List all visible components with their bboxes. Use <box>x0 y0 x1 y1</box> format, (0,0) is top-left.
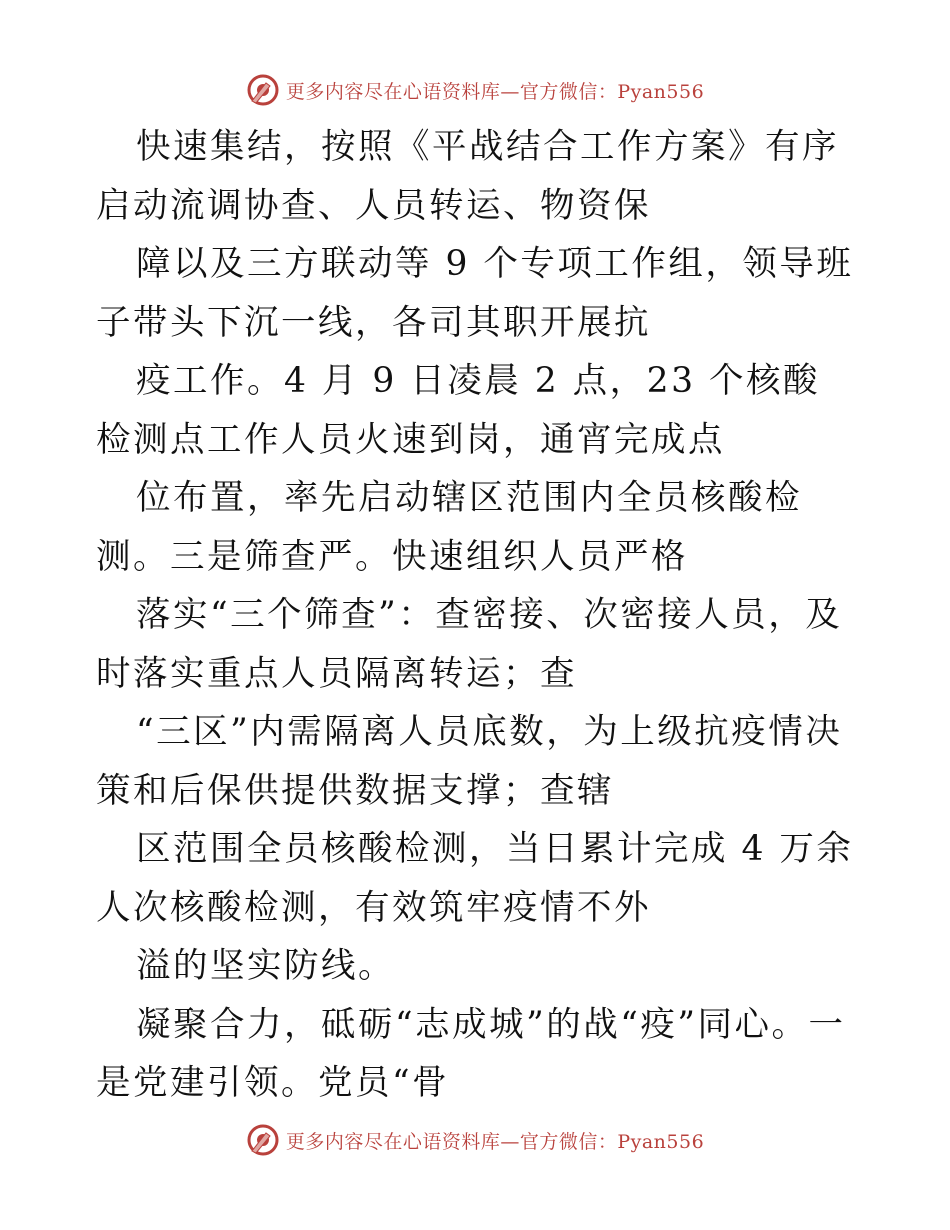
paragraph: 障以及三方联动等 9 个专项工作组，领导班子带头下沉一线，各司其职开展抗 <box>96 244 854 343</box>
paragraph: “三区”内需隔离人员底数，为上级抗疫情决策和后保供提供数据支撑；查辖 <box>96 712 843 811</box>
paragraph: 快速集结，按照《平战结合工作方案》有序启动流调协查、人员转运、物资保 <box>96 127 839 226</box>
paragraph: 落实“三个筛查”：查密接、次密接人员，及时落实重点人员隔离转运；查 <box>96 595 843 694</box>
paragraph: 区范围全员核酸检测，当日累计完成 4 万余人次核酸检测，有效筑牢疫情不外 <box>96 829 854 928</box>
library-logo-icon <box>246 1123 280 1157</box>
paragraph: 溢的坚实防线。 <box>136 946 395 986</box>
document-body <box>96 118 856 1113</box>
header-watermark <box>0 70 950 110</box>
paragraph: 疫工作。4 月 9 日凌晨 2 点，23 个核酸检测点工作人员火速到岗，通宵完成点 <box>96 361 821 460</box>
paragraph: 凝聚合力，砥砺“志成城”的战“疫”同心。一是党建引领。党员“骨 <box>96 1004 846 1103</box>
paragraph: 位布置，率先启动辖区范围内全员核酸检测。三是筛查严。快速组织人员严格 <box>96 478 802 577</box>
footer-watermark <box>0 1120 950 1160</box>
library-logo-icon <box>246 73 280 107</box>
watermark-text: 更多内容尽在心语资料库—官方微信：Pyan556 <box>285 1130 705 1153</box>
watermark-text: 更多内容尽在心语资料库—官方微信：Pyan556 <box>285 80 705 103</box>
